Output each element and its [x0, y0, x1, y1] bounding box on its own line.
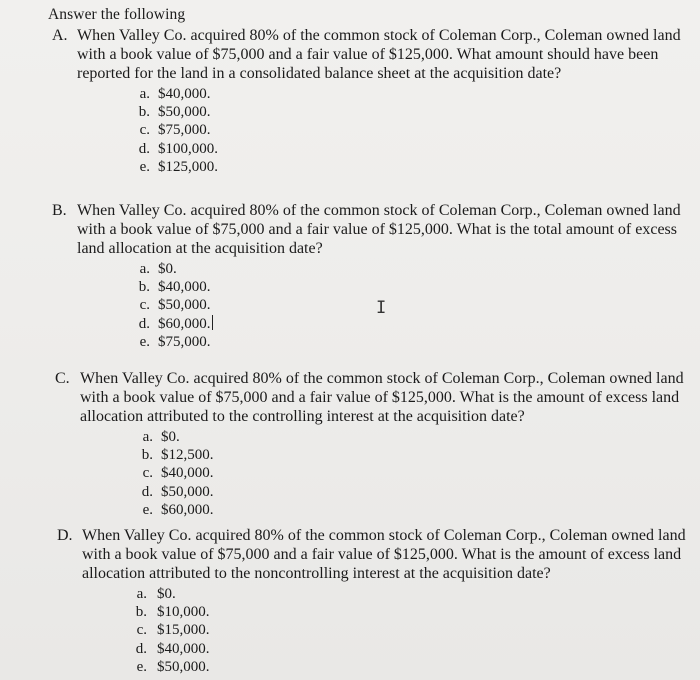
text-caret [212, 315, 213, 330]
question-text: When Valley Co. acquired 80% of the common stock of Coleman Corp., Coleman owned land with a book value of $75,000 and a fair value of $125,000. What is the amount of excess land allocation attributed to the noncontrolling interest at the acquisition date? [82, 527, 686, 582]
option-text: $0. [158, 261, 177, 277]
instructions-heading: Answer the following [48, 6, 186, 23]
option-letter: b. [138, 104, 150, 121]
option-letter: d. [141, 483, 153, 500]
question-text: When Valley Co. acquired 80% of the common stock of Coleman Corp., Coleman owned land with a book value of $75,000 and a fair value of $125,000. What is the amount of excess land allocation attributed to the controlling interest at the acquisition date? [80, 370, 684, 425]
option-text: $50,000. [157, 658, 210, 675]
answer-option[interactable] [117, 603, 697, 621]
option-letter: e. [139, 158, 150, 175]
question-stem [52, 201, 692, 258]
option-letter: e. [139, 333, 150, 350]
option-text: $40,000. [158, 86, 211, 102]
answer-options [128, 260, 692, 351]
option-text: $50,000. [158, 104, 211, 121]
option-letter: b. [141, 447, 153, 464]
ibeam-cursor-icon: I [376, 298, 387, 318]
answer-option[interactable] [131, 501, 695, 519]
option-text: $40,000. [161, 465, 214, 482]
question-b [52, 201, 692, 351]
option-text: $0. [161, 429, 180, 445]
option-text: $75,000. [158, 333, 211, 350]
answer-option[interactable] [128, 85, 692, 103]
option-letter: e. [136, 658, 147, 675]
option-text: $10,000. [157, 604, 210, 621]
answer-options [128, 85, 692, 176]
question-a [52, 26, 692, 176]
option-letter: d. [138, 315, 150, 332]
answer-option[interactable] [128, 315, 692, 333]
answer-option[interactable] [128, 121, 692, 139]
question-stem [52, 26, 692, 83]
question-text: When Valley Co. acquired 80% of the common stock of Coleman Corp., Coleman owned land with a book value of $75,000 and a fair value of $125,000. What amount should have been reported for the land in a consolidated balance sheet at the acquisition date? [77, 27, 681, 82]
option-letter: a. [136, 586, 147, 602]
answer-option[interactable] [128, 103, 692, 121]
question-text: When Valley Co. acquired 80% of the common stock of Coleman Corp., Coleman owned land with a book value of $75,000 and a fair value of $125,000. What is the total amount of excess land allocation at the acquisition date? [77, 202, 681, 257]
answer-option[interactable] [131, 464, 695, 482]
answer-option[interactable] [128, 333, 692, 351]
option-text: $40,000. [158, 279, 211, 296]
option-text: $50,000. [161, 483, 214, 500]
answer-option[interactable] [128, 158, 692, 176]
option-text: $50,000. [158, 297, 211, 314]
question-letter: B. [52, 202, 67, 219]
answer-option[interactable] [128, 140, 692, 158]
option-text: $100,000. [158, 140, 218, 157]
option-text: $75,000. [158, 122, 211, 139]
option-text: $0. [157, 586, 176, 602]
answer-option[interactable] [131, 428, 695, 446]
option-letter: c. [139, 297, 150, 314]
option-text: $12,500. [161, 447, 214, 464]
option-letter: d. [138, 140, 150, 157]
answer-option[interactable] [117, 585, 697, 603]
option-letter: c. [139, 122, 150, 139]
option-letter: a. [142, 429, 153, 445]
option-text: $15,000. [157, 622, 210, 639]
option-letter: d. [135, 640, 147, 657]
question-letter: A. [52, 27, 68, 44]
option-letter: e. [142, 501, 153, 518]
option-letter: a. [139, 261, 150, 277]
question-stem [57, 526, 697, 583]
question-stem [55, 369, 695, 426]
option-text: $125,000. [158, 158, 218, 175]
option-text: $60,000. [161, 501, 214, 518]
answer-option[interactable] [128, 296, 692, 314]
answer-options [131, 428, 695, 519]
answer-option[interactable] [128, 260, 692, 278]
answer-option[interactable] [128, 278, 692, 296]
answer-option[interactable] [117, 640, 697, 658]
answer-option[interactable] [117, 621, 697, 639]
option-letter: b. [135, 604, 147, 621]
answer-option[interactable] [131, 483, 695, 501]
question-c [55, 369, 695, 519]
answer-option[interactable] [117, 658, 697, 676]
answer-option[interactable] [131, 446, 695, 464]
option-letter: c. [142, 465, 153, 482]
answer-options [117, 585, 697, 676]
option-letter: c. [136, 622, 147, 639]
option-text: $40,000. [157, 640, 210, 657]
option-letter: b. [138, 279, 150, 296]
option-letter: a. [139, 86, 150, 102]
question-d [57, 526, 697, 676]
option-text: $60,000. [158, 315, 211, 332]
question-letter: D. [57, 527, 73, 544]
question-letter: C. [55, 370, 70, 387]
